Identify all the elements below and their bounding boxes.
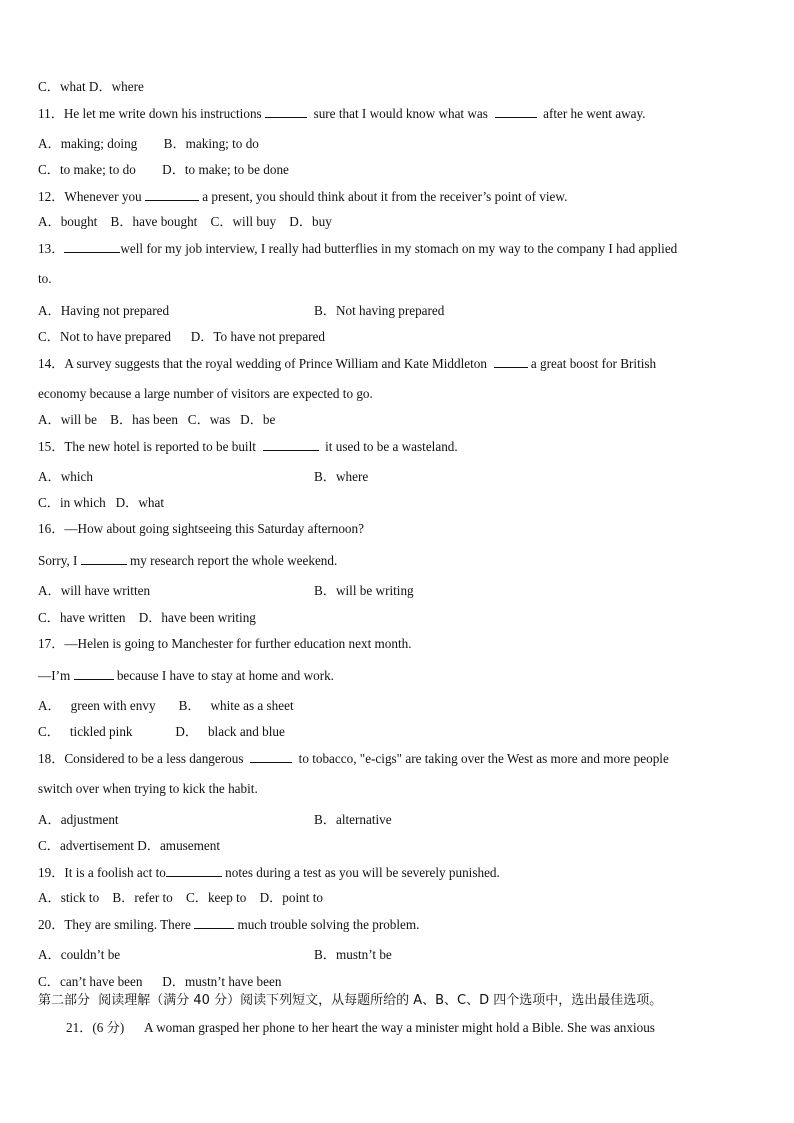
q11-text-3: after he went away. [543, 106, 646, 121]
q13-blank [64, 240, 120, 253]
q11-options-cd: C．to make; to do D．to make; to be done [38, 162, 289, 177]
q14-options: A．will be B．has been C．was D．be [38, 412, 276, 427]
q16-text-2: my research report the whole weekend. [130, 553, 338, 568]
q12-blank [145, 188, 199, 201]
q21-stem [66, 1020, 655, 1036]
q12-text-1: 12．Whenever you [38, 189, 142, 204]
q16-stem: 16．—How about going sightseeing this Saturday afternoon? [38, 521, 364, 536]
q16-options-cd: C．have written D．have been writing [38, 610, 256, 625]
q16-reply [38, 552, 337, 569]
q11-options-ab: A．making; doing B．making; to do [38, 136, 259, 151]
q17-text-2: because I have to stay at home and work. [116, 668, 334, 683]
q11-blank-2 [495, 105, 537, 118]
q15-text-2: it used to be a wasteland. [325, 439, 458, 454]
q11-text-2: sure that I would know what was [313, 106, 488, 121]
q13-options-cd: C．Not to have prepared D．To have not prepared [38, 329, 325, 344]
q12-options: A．bought B．have bought C．will buy D．buy [38, 214, 332, 229]
q10-options-cd: C．what D．where [38, 79, 144, 94]
q13-stem [38, 240, 677, 257]
q19-stem [38, 864, 500, 881]
q15-option-a: A．which [38, 469, 93, 484]
q17-stem: 17．—Helen is going to Manchester for further education next month. [38, 636, 412, 651]
q15-stem [38, 438, 458, 455]
q14-stem [38, 355, 656, 372]
q21-number: 21．(6 分) [66, 1020, 125, 1035]
q16-option-b: B．will be writing [314, 583, 414, 598]
q15-text-1: 15．The new hotel is reported to be built [38, 439, 256, 454]
q18-option-a: A．adjustment [38, 812, 119, 827]
q20-blank [194, 916, 234, 929]
q17-blank [74, 667, 114, 680]
q20-option-b: B．mustn’t be [314, 947, 392, 962]
q16-blank [81, 552, 127, 565]
q17-reply [38, 667, 334, 684]
q17-text-1: —I’m [38, 668, 71, 683]
q16-text-1: Sorry, I [38, 553, 78, 568]
q20-text-2: much trouble solving the problem. [237, 917, 420, 932]
q14-text-1: 14．A survey suggests that the royal wedding of Prince William and Kate Middleton [38, 356, 487, 371]
q20-options-cd: C．can’t have been D．mustn’t have been [38, 974, 282, 989]
q18-option-b: B．alternative [314, 812, 392, 827]
q13-number: 13． [38, 241, 65, 256]
q14-text-2: a great boost for British [530, 356, 657, 371]
q17-options-ab: A． green with envy B． white as a sheet [38, 698, 294, 713]
q12-text-2: a present, you should think about it from the receiver’s point of view. [202, 189, 568, 204]
q18-text-1: 18．Considered to be a less dangerous [38, 751, 244, 766]
q15-options-cd: C．in which D．what [38, 495, 165, 510]
q18-stem-cont: switch over when trying to kick the habit. [38, 781, 258, 796]
q18-blank [250, 750, 292, 763]
q20-text-1: 20．They are smiling. There [38, 917, 191, 932]
q19-text-2: notes during a test as you will be severely punished. [225, 865, 500, 880]
q13-text-1: well for my job interview, I really had butterflies in my stomach on my way to the company I had applied [120, 241, 678, 256]
q13-option-a: A．Having not prepared [38, 303, 170, 318]
q11-stem [38, 105, 645, 122]
q13-option-b: B．Not having prepared [314, 303, 445, 318]
q12-stem [38, 188, 567, 205]
q14-blank [494, 355, 528, 368]
q19-options: A．stick to B．refer to C．keep to D．point to [38, 890, 323, 905]
q18-stem [38, 750, 669, 767]
q15-blank [263, 438, 319, 451]
q17-options-cd: C． tickled pink D． black and blue [38, 724, 285, 739]
q20-option-a: A．couldn’t be [38, 947, 121, 962]
q19-blank [166, 864, 222, 877]
q21-text: A woman grasped her phone to her heart the way a minister might hold a Bible. She was anxious [144, 1020, 655, 1035]
q18-text-2: to tobacco, "e-cigs" are taking over the West as more and more people [298, 751, 669, 766]
q20-stem [38, 916, 419, 933]
q11-text-1: 11．He let me write down his instructions [38, 106, 262, 121]
q15-option-b: B．where [314, 469, 369, 484]
q16-option-a: A．will have written [38, 583, 151, 598]
part2-heading: 第二部分 阅读理解（满分 40 分）阅读下列短文，从每题所给的 A、B、C、D 四个选项中，选出最佳选项。 [38, 993, 663, 1008]
q14-stem-cont: economy because a large number of visitors are expected to go. [38, 386, 373, 401]
q11-blank-1 [265, 105, 307, 118]
q18-options-cd: C．advertisement D．amusement [38, 838, 221, 853]
q19-text-1: 19．It is a foolish act to [38, 865, 166, 880]
q13-stem-cont: to. [38, 271, 52, 286]
